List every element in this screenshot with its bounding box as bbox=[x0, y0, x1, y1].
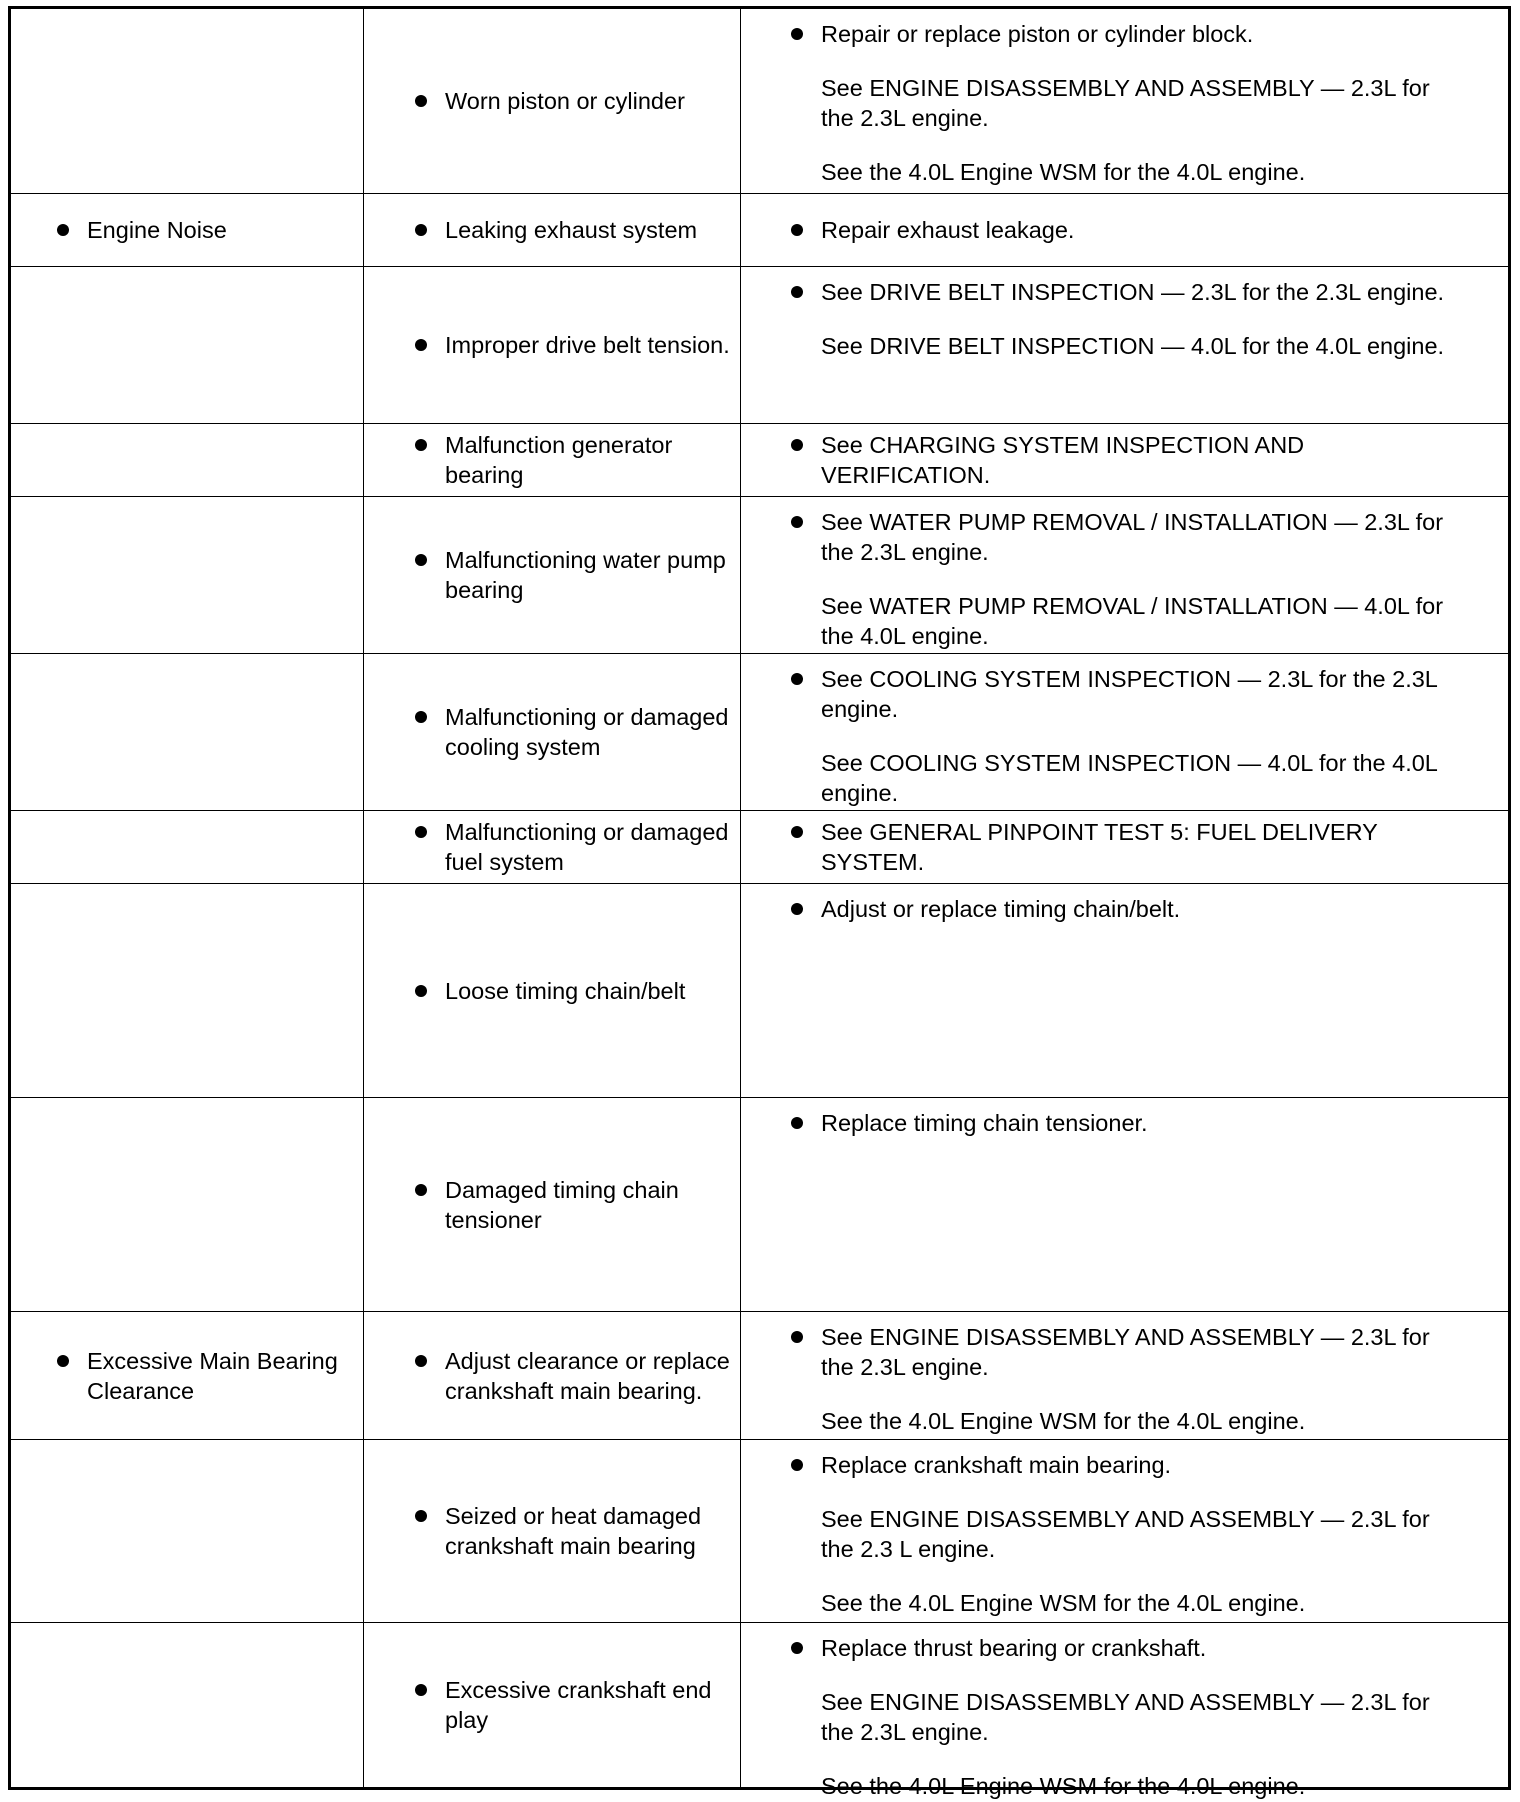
action-note: See the 4.0L Engine WSM for the 4.0L engine. bbox=[821, 1590, 1306, 1616]
bullet-icon bbox=[791, 903, 803, 915]
cause-text: Malfunctioning water pump bearing bbox=[445, 547, 726, 603]
cause-text: Malfunctioning or damaged cooling system bbox=[445, 704, 729, 760]
bullet-icon bbox=[791, 1331, 803, 1343]
action-text: Replace timing chain tensioner. bbox=[821, 1110, 1148, 1136]
table-row bbox=[11, 193, 1508, 266]
bullet-icon bbox=[415, 224, 427, 236]
bullet-icon bbox=[415, 1355, 427, 1367]
cause-text: Improper drive belt tension. bbox=[445, 332, 730, 358]
table-row bbox=[11, 1622, 1508, 1799]
bullet-icon bbox=[415, 1184, 427, 1196]
action-note: See the 4.0L Engine WSM for the 4.0L engine. bbox=[821, 1773, 1306, 1799]
bullet-icon bbox=[791, 439, 803, 451]
cause-text: Damaged timing chain tensioner bbox=[445, 1176, 679, 1233]
action-note: See the 4.0L Engine WSM for the 4.0L engine. bbox=[821, 1408, 1306, 1434]
cause-text: Loose timing chain/belt bbox=[445, 977, 686, 1004]
symptom-text: Engine Noise bbox=[87, 217, 227, 243]
action-note: See ENGINE DISASSEMBLY AND ASSEMBLY — 2.3L for the 2.3L engine. bbox=[821, 1689, 1430, 1745]
cause-text: Seized or heat damaged crankshaft main bearing bbox=[445, 1503, 702, 1559]
action-note: See COOLING SYSTEM INSPECTION — 4.0L for the 4.0L engine. bbox=[821, 750, 1438, 806]
table-row bbox=[11, 1311, 1508, 1439]
bullet-icon bbox=[791, 673, 803, 685]
action-text: Replace crankshaft main bearing. bbox=[821, 1452, 1172, 1478]
bullet-icon bbox=[791, 286, 803, 298]
table-row bbox=[11, 423, 1508, 496]
cause-text: Malfunction generator bearing bbox=[445, 432, 673, 488]
diagnostic-table bbox=[8, 6, 1511, 1799]
table-row bbox=[11, 810, 1508, 883]
table-row bbox=[11, 496, 1508, 653]
table-row bbox=[11, 1097, 1508, 1311]
bullet-icon bbox=[415, 826, 427, 838]
action-text: See COOLING SYSTEM INSPECTION — 2.3L for the 2.3L engine. bbox=[821, 666, 1438, 722]
bullet-icon bbox=[415, 339, 427, 351]
action-text: Replace thrust bearing or crankshaft. bbox=[821, 1635, 1207, 1661]
action-text: Adjust or replace timing chain/belt. bbox=[821, 896, 1181, 922]
bullet-icon bbox=[791, 1117, 803, 1129]
symptom-text: Excessive Main Bearing Clearance bbox=[87, 1347, 338, 1404]
bullet-icon bbox=[791, 516, 803, 528]
action-text: See ENGINE DISASSEMBLY AND ASSEMBLY — 2.3L for the 2.3L engine. bbox=[821, 1324, 1430, 1380]
action-note: See DRIVE BELT INSPECTION — 4.0L for the 4.0L engine. bbox=[821, 333, 1445, 359]
action-note: See the 4.0L Engine WSM for the 4.0L engine. bbox=[821, 159, 1306, 185]
bullet-icon bbox=[415, 985, 427, 997]
bullet-icon bbox=[415, 1510, 427, 1522]
cause-text: Malfunctioning or damaged fuel system bbox=[445, 819, 729, 875]
bullet-icon bbox=[415, 1684, 427, 1696]
bullet-icon bbox=[57, 224, 69, 236]
bullet-icon bbox=[791, 224, 803, 236]
action-text: See GENERAL PINPOINT TEST 5: FUEL DELIVERY SYSTEM. bbox=[821, 819, 1378, 875]
bullet-icon bbox=[791, 826, 803, 838]
bullet-icon bbox=[415, 711, 427, 723]
cause-text: Adjust clearance or replace crankshaft main bearing. bbox=[445, 1347, 730, 1404]
bullet-icon bbox=[415, 95, 427, 107]
table-row bbox=[11, 1439, 1508, 1622]
bullet-icon bbox=[415, 439, 427, 451]
action-text: Repair exhaust leakage. bbox=[821, 217, 1075, 243]
bullet-icon bbox=[791, 1459, 803, 1471]
action-note: See ENGINE DISASSEMBLY AND ASSEMBLY — 2.3L for the 2.3L engine. bbox=[821, 75, 1430, 131]
action-note: See WATER PUMP REMOVAL / INSTALLATION — 4.0L for the 4.0L engine. bbox=[821, 593, 1444, 649]
action-text: See WATER PUMP REMOVAL / INSTALLATION — 2.3L for the 2.3L engine. bbox=[821, 509, 1444, 565]
action-text: See CHARGING SYSTEM INSPECTION AND VERIFICATION. bbox=[821, 432, 1305, 488]
action-text: See DRIVE BELT INSPECTION — 2.3L for the 2.3L engine. bbox=[821, 279, 1445, 305]
action-note: See ENGINE DISASSEMBLY AND ASSEMBLY — 2.3L for the 2.3 L engine. bbox=[821, 1506, 1430, 1562]
table-row bbox=[11, 9, 1508, 193]
table-row bbox=[11, 653, 1508, 810]
table-row bbox=[11, 883, 1508, 1097]
bullet-icon bbox=[415, 554, 427, 566]
table-row bbox=[11, 266, 1508, 423]
cause-text: Excessive crankshaft end play bbox=[445, 1677, 712, 1733]
action-text: Repair or replace piston or cylinder block. bbox=[821, 21, 1254, 47]
cause-text: Leaking exhaust system bbox=[445, 217, 698, 243]
bullet-icon bbox=[57, 1355, 69, 1367]
bullet-icon bbox=[791, 1642, 803, 1654]
bullet-icon bbox=[791, 28, 803, 40]
cause-text: Worn piston or cylinder bbox=[445, 88, 685, 114]
